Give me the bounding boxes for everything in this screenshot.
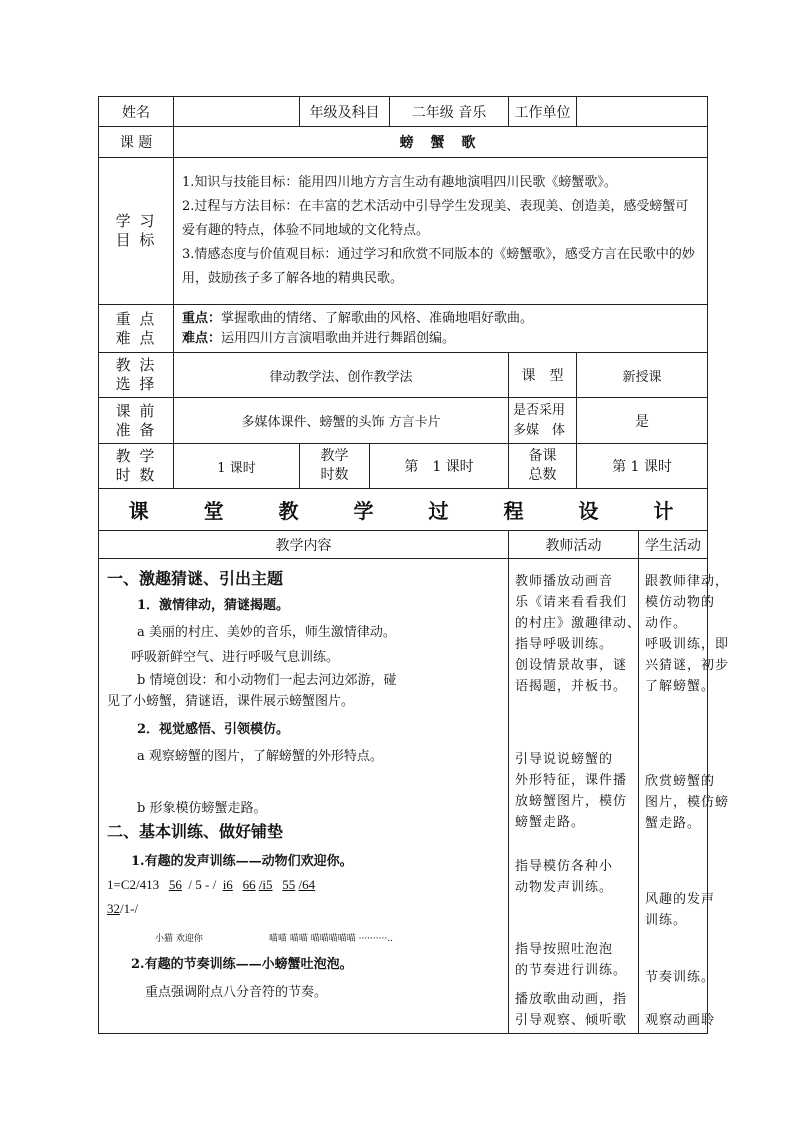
section-1-heading: 一、激趣猜谜、引出主题 — [107, 569, 284, 588]
objective-item-3: 3.情感态度与价值观目标：通过学习和欣赏不同版本的《螃蟹歌》，感受方言在民歌中的妙用，鼓励孩子多了解各地的精典民歌。 — [182, 247, 695, 286]
objective-item-2: 2.过程与方法目标：在丰富的艺术活动中引导学生发现美、表现美、创造美，感受螃蟹可爱有趣的特点，体验不同地域的文化特点。 — [182, 199, 689, 238]
process-title: 课 堂 教 学 过 程 设 计 — [99, 489, 708, 531]
objective-item-1: 1.知识与技能目标：能用四川地方方言生动有趣地演唱四川民歌《螃蟹歌》。 — [182, 175, 617, 190]
key-points-label-line1: 重 点 — [115, 309, 157, 328]
teacher-activity-5: 播放歌曲动画，指 引导观察、倾听歌 — [515, 992, 628, 1028]
work-unit-value — [577, 97, 708, 127]
prep-label — [99, 398, 174, 444]
lesson-type-value: 新授课 — [577, 353, 708, 398]
key-points-row — [99, 305, 708, 353]
name-value — [174, 97, 300, 127]
notation-1c: / 5 - / — [188, 877, 217, 892]
key-point-bold: 重点： — [182, 310, 222, 326]
teacher-activity-2: 引导说说螃蟹的 外形特征，课件播 放螃蟹图片，模仿 螃蟹走路。 — [515, 752, 628, 830]
col-content-header: 教学内容 — [99, 531, 509, 559]
hard-point-bold: 难点： — [182, 330, 222, 346]
objectives-row — [99, 158, 708, 305]
name-label: 姓名 — [99, 97, 174, 127]
grade-subject-label: 年级及科目 — [300, 97, 390, 127]
hours-label-line1: 教 学 — [115, 447, 157, 465]
section-1-b-line1: b 情境创设：和小动物们一起去河边郊游，碰 — [137, 673, 397, 688]
hard-point-line — [182, 329, 699, 349]
lesson-plan-table — [98, 96, 730, 1034]
method-label-line2: 选 择 — [115, 375, 157, 393]
student-activity-4: 节奏训练。 — [645, 970, 716, 985]
period-label-line2: 时数 — [320, 467, 349, 483]
process-header-row — [99, 531, 708, 559]
multimedia-label — [509, 398, 577, 444]
notation-1b: 56 — [168, 877, 182, 892]
key-points-content — [174, 305, 708, 353]
objectives-label — [99, 158, 174, 305]
topic-label: 课 题 — [99, 127, 174, 158]
process-content-cell — [99, 559, 509, 1034]
key-points-label-line2: 难 点 — [115, 328, 157, 347]
key-points-label — [99, 305, 174, 353]
student-activity-1: 跟教师律动， 模仿动物的 动作。 呼吸训练，即 兴猜谜，初步 了解螃蟹。 — [645, 574, 730, 694]
hours-value: 1 课时 — [174, 444, 300, 489]
notation-1a: 1=C2/413 — [107, 877, 160, 892]
grade-subject-value: 二年级 音乐 — [390, 97, 509, 127]
multimedia-label-line2: 多媒 体 — [513, 422, 566, 438]
total-value: 第 1 课时 — [577, 444, 708, 489]
teacher-activity-3: 指导模仿各种小 动物发声训练。 — [515, 859, 614, 895]
student-activity-3: 风趣的发声 训练。 — [645, 892, 716, 928]
process-teacher-cell — [509, 559, 642, 1034]
section-1-b-line2: 见了小螃蟹，猜谜语，课件展示螃蟹图片。 — [107, 694, 355, 709]
section-2-1-heading: 1.有趣的发声训练——动物们欢迎你。 — [131, 854, 353, 869]
objectives-label-line1: 学 习 — [115, 212, 157, 230]
lyrics-1: 小猫 欢迎你 — [155, 934, 203, 944]
prep-label-line1: 课 前 — [115, 401, 157, 420]
section-1-2-b: b 形象模仿螃蟹走路。 — [137, 801, 267, 816]
notation-line-1 — [107, 877, 315, 893]
lesson-plan-sheet — [98, 96, 730, 1034]
process-student-cell — [639, 559, 730, 1034]
period-label — [300, 444, 370, 489]
notation-1f: /i5 — [258, 877, 273, 892]
work-unit-label: 工作单位 — [509, 97, 577, 127]
multimedia-value: 是 — [577, 398, 708, 444]
topic-value: 螃 蟹 歌 — [174, 127, 708, 158]
period-label-line1: 教学 — [320, 448, 349, 464]
period-value: 第 1 课时 — [370, 444, 509, 489]
section-2-2-heading: 2.有趣的节奏训练——小螃蟹吐泡泡。 — [131, 957, 353, 972]
notation-line-2 — [107, 901, 138, 917]
prep-row — [99, 398, 708, 444]
notation-2b: /1-/ — [120, 901, 139, 916]
topic-row — [99, 127, 708, 158]
method-label — [99, 353, 174, 398]
hours-label-line2: 时 数 — [115, 466, 157, 484]
objectives-label-line2: 目 标 — [115, 231, 157, 249]
teacher-activity-4: 指导按照吐泡泡 的节奏进行训练。 — [515, 942, 628, 978]
hard-point-text: 运用四川方言演唱歌曲并进行舞蹈创编。 — [221, 330, 456, 346]
header-row — [99, 97, 708, 127]
lesson-type-label: 课 型 — [509, 353, 577, 398]
multimedia-label-line1: 是否采用 — [513, 402, 566, 418]
student-activity-2: 欣赏螃蟹的 图片，模仿螃 蟹走路。 — [645, 774, 730, 831]
section-1-breath: 呼吸新鲜空气、进行呼吸气息训练。 — [131, 650, 340, 665]
notation-1h: /64 — [298, 877, 316, 892]
key-point-line — [182, 309, 699, 329]
method-label-line1: 教 法 — [115, 356, 157, 374]
col-teacher-header: 教师活动 — [509, 531, 639, 559]
key-point-text: 掌握歌曲的情绪、了解歌曲的风格、准确地唱好歌曲。 — [221, 310, 534, 326]
hours-row — [99, 444, 708, 489]
notation-2a: 32 — [107, 901, 120, 916]
hours-label — [99, 444, 174, 489]
section-2-2-a: 重点强调附点八分音符的节奏。 — [145, 985, 328, 1000]
total-label-line2: 总数 — [528, 467, 557, 483]
total-label — [509, 444, 577, 489]
notation-1e: 66 — [242, 877, 256, 892]
process-body-row — [99, 559, 708, 1034]
objectives-content — [174, 158, 708, 305]
student-activity-5: 观察动画聆 — [645, 1013, 716, 1028]
teacher-activity-1: 教师播放动画音 乐《请来看看我们 的村庄》激趣律动、 指导呼吸训练。 创设情景故事，谜 语揭题，并板书。 — [515, 574, 642, 694]
process-title-row — [99, 489, 708, 531]
section-1-2-heading: 2．视觉感悟、引领模仿。 — [137, 722, 290, 737]
notation-1d: i6 — [222, 877, 233, 892]
total-label-line1: 备课 — [528, 448, 557, 464]
method-value: 律动教学法、创作教学法 — [174, 353, 509, 398]
section-1-2-a: a 观察螃蟹的图片，了解螃蟹的外形特点。 — [137, 749, 383, 764]
prep-value: 多媒体课件、螃蟹的头饰 方言卡片 — [174, 398, 509, 444]
prep-label-line2: 准 备 — [115, 420, 157, 439]
section-2-heading: 二、基本训练、做好铺垫 — [107, 822, 284, 841]
col-student-header: 学生活动 — [639, 531, 708, 559]
section-1-a: a 美丽的村庄、美妙的音乐，师生激情律动。 — [137, 625, 396, 640]
section-1-1-heading: 1．激情律动，猜谜揭题。 — [137, 598, 290, 613]
notation-1g: 55 — [282, 877, 296, 892]
lyrics-2: 喵喵 喵喵 喵喵喵喵喵 ··········.. — [269, 934, 393, 944]
method-row — [99, 353, 708, 398]
